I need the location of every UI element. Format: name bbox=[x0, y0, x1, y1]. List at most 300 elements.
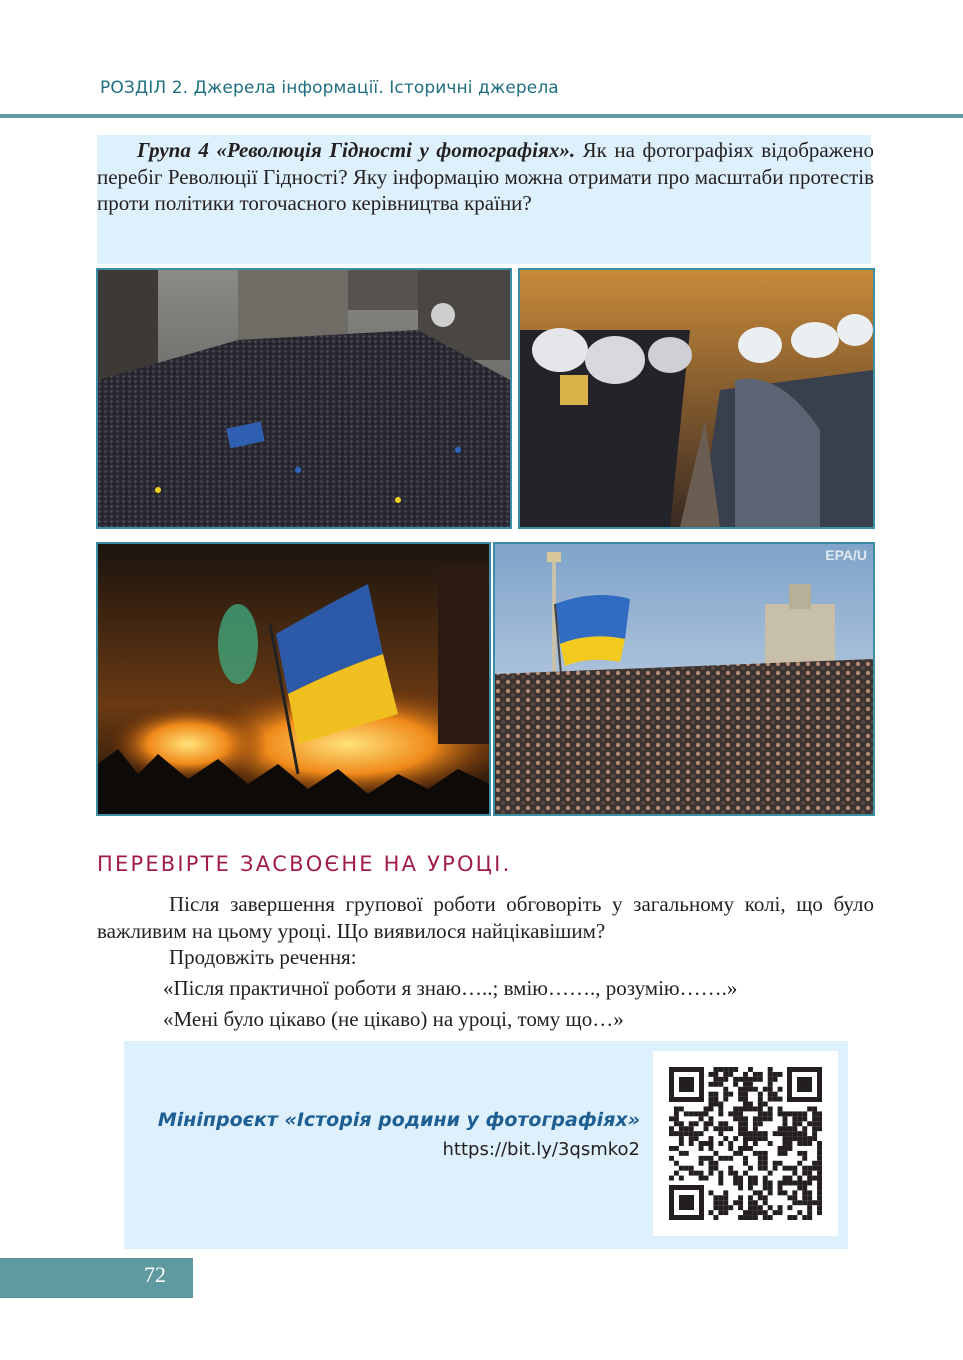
qr-module bbox=[783, 1126, 788, 1131]
qr-module bbox=[783, 1190, 788, 1195]
qr-module bbox=[669, 1116, 674, 1121]
qr-module bbox=[783, 1141, 788, 1146]
qr-module bbox=[713, 1151, 718, 1156]
qr-module bbox=[773, 1092, 778, 1097]
qr-module bbox=[768, 1082, 773, 1087]
qr-module bbox=[768, 1087, 773, 1092]
qr-module bbox=[743, 1215, 748, 1220]
qr-module bbox=[797, 1116, 802, 1121]
qr-module bbox=[728, 1072, 733, 1077]
qr-module bbox=[763, 1181, 768, 1186]
qr-module bbox=[758, 1195, 763, 1200]
qr-module bbox=[807, 1136, 812, 1141]
qr-module bbox=[792, 1200, 797, 1205]
qr-module bbox=[738, 1092, 743, 1097]
qr-module bbox=[743, 1082, 748, 1087]
qr-module bbox=[674, 1121, 679, 1126]
qr-module bbox=[807, 1176, 812, 1181]
qr-module bbox=[768, 1072, 773, 1077]
qr-module bbox=[763, 1195, 768, 1200]
qr-module bbox=[679, 1126, 684, 1131]
qr-module bbox=[743, 1161, 748, 1166]
qr-module bbox=[802, 1195, 807, 1200]
qr-module bbox=[723, 1067, 728, 1072]
qr-module bbox=[674, 1171, 679, 1176]
qr-module bbox=[807, 1205, 812, 1210]
qr-module bbox=[718, 1210, 723, 1215]
qr-module bbox=[728, 1171, 733, 1176]
qr-module bbox=[773, 1097, 778, 1102]
qr-module bbox=[723, 1210, 728, 1215]
qr-module bbox=[768, 1215, 773, 1220]
qr-module bbox=[748, 1082, 753, 1087]
qr-module bbox=[812, 1176, 817, 1181]
qr-module bbox=[797, 1121, 802, 1126]
review-paragraph-2: Продовжіть речення: bbox=[169, 945, 357, 969]
qr-module bbox=[792, 1215, 797, 1220]
qr-module bbox=[768, 1141, 773, 1146]
qr-module bbox=[738, 1146, 743, 1151]
qr-module bbox=[738, 1185, 743, 1190]
page-number: 72 bbox=[144, 1262, 166, 1287]
qr-module bbox=[753, 1205, 758, 1210]
qr-module bbox=[812, 1161, 817, 1166]
qr-module bbox=[743, 1087, 748, 1092]
qr-module bbox=[723, 1126, 728, 1131]
qr-module bbox=[669, 1131, 674, 1136]
qr-module bbox=[812, 1121, 817, 1126]
qr-module bbox=[758, 1161, 763, 1166]
qr-module bbox=[787, 1136, 792, 1141]
qr-module bbox=[748, 1146, 753, 1151]
qr-module bbox=[723, 1195, 728, 1200]
qr-module bbox=[743, 1097, 748, 1102]
qr-module bbox=[778, 1087, 783, 1092]
qr-module bbox=[723, 1136, 728, 1141]
qr-module bbox=[743, 1210, 748, 1215]
qr-module bbox=[763, 1166, 768, 1171]
qr-module bbox=[753, 1087, 758, 1092]
qr-module bbox=[778, 1181, 783, 1186]
qr-module bbox=[773, 1072, 778, 1077]
qr-module bbox=[802, 1126, 807, 1131]
qr-module bbox=[733, 1111, 738, 1116]
qr-module bbox=[748, 1136, 753, 1141]
qr-module bbox=[689, 1121, 694, 1126]
qr-module bbox=[753, 1121, 758, 1126]
qr-module bbox=[713, 1215, 718, 1220]
qr-module bbox=[792, 1195, 797, 1200]
qr-module bbox=[733, 1176, 738, 1181]
qr-module bbox=[679, 1151, 684, 1156]
qr-module bbox=[708, 1161, 713, 1166]
qr-module bbox=[748, 1215, 753, 1220]
photo-protesters-shields bbox=[518, 268, 875, 529]
qr-module bbox=[768, 1205, 773, 1210]
qr-module bbox=[748, 1102, 753, 1107]
qr-module bbox=[773, 1210, 778, 1215]
qr-module bbox=[718, 1131, 723, 1136]
qr-module bbox=[807, 1121, 812, 1126]
qr-module bbox=[718, 1077, 723, 1082]
qr-module bbox=[768, 1077, 773, 1082]
qr-module bbox=[743, 1171, 748, 1176]
qr-module bbox=[802, 1136, 807, 1141]
qr-module bbox=[753, 1190, 758, 1195]
qr-module bbox=[783, 1176, 788, 1181]
qr-module bbox=[743, 1106, 748, 1111]
qr-module bbox=[807, 1106, 812, 1111]
qr-module bbox=[817, 1156, 822, 1161]
qr-module bbox=[704, 1106, 709, 1111]
qr-module bbox=[787, 1131, 792, 1136]
qr-module bbox=[763, 1087, 768, 1092]
qr-module bbox=[792, 1126, 797, 1131]
qr-module bbox=[669, 1176, 674, 1181]
qr-module bbox=[802, 1151, 807, 1156]
qr-module bbox=[674, 1111, 679, 1116]
qr-module bbox=[817, 1141, 822, 1146]
qr-module bbox=[802, 1181, 807, 1186]
qr-module bbox=[812, 1111, 817, 1116]
qr-module bbox=[699, 1156, 704, 1161]
qr-module bbox=[807, 1190, 812, 1195]
qr-module bbox=[797, 1181, 802, 1186]
qr-module bbox=[738, 1176, 743, 1181]
qr-module bbox=[763, 1116, 768, 1121]
miniproject-link[interactable]: https://bit.ly/3qsmko2 bbox=[442, 1139, 640, 1160]
qr-module bbox=[708, 1072, 713, 1077]
qr-module bbox=[802, 1200, 807, 1205]
qr-module bbox=[783, 1166, 788, 1171]
qr-module bbox=[778, 1190, 783, 1195]
qr-module bbox=[787, 1215, 792, 1220]
qr-module bbox=[704, 1126, 709, 1131]
qr-module bbox=[817, 1185, 822, 1190]
qr-module bbox=[679, 1176, 684, 1181]
qr-module bbox=[669, 1156, 674, 1161]
qr-module bbox=[807, 1166, 812, 1171]
qr-module bbox=[773, 1077, 778, 1082]
qr-module bbox=[753, 1116, 758, 1121]
qr-module bbox=[753, 1176, 758, 1181]
qr-module bbox=[733, 1106, 738, 1111]
qr-module bbox=[743, 1092, 748, 1097]
qr-module bbox=[748, 1166, 753, 1171]
qr-module bbox=[778, 1126, 783, 1131]
qr-module bbox=[748, 1176, 753, 1181]
qr-module bbox=[812, 1131, 817, 1136]
photo-maidan-crowd bbox=[96, 268, 512, 529]
qr-module bbox=[679, 1121, 684, 1126]
qr-module bbox=[708, 1190, 713, 1195]
qr-module bbox=[713, 1077, 718, 1082]
qr-module bbox=[753, 1131, 758, 1136]
qr-module bbox=[679, 1136, 684, 1141]
qr-module bbox=[763, 1131, 768, 1136]
qr-module bbox=[743, 1072, 748, 1077]
qr-module bbox=[792, 1121, 797, 1126]
qr-module bbox=[768, 1067, 773, 1072]
qr-module bbox=[792, 1111, 797, 1116]
qr-module bbox=[679, 1166, 684, 1171]
qr-module bbox=[758, 1102, 763, 1107]
qr-module bbox=[797, 1176, 802, 1181]
qr-module bbox=[758, 1205, 763, 1210]
qr-module bbox=[753, 1077, 758, 1082]
qr-module bbox=[708, 1102, 713, 1107]
qr-module bbox=[684, 1111, 689, 1116]
qr-module bbox=[679, 1141, 684, 1146]
qr-module bbox=[817, 1181, 822, 1186]
qr-module bbox=[787, 1141, 792, 1146]
qr-module bbox=[713, 1067, 718, 1072]
qr-module bbox=[689, 1166, 694, 1171]
qr-module bbox=[728, 1111, 733, 1116]
qr-module bbox=[773, 1131, 778, 1136]
qr-module bbox=[738, 1205, 743, 1210]
qr-module bbox=[802, 1190, 807, 1195]
qr-module bbox=[763, 1200, 768, 1205]
qr-module bbox=[704, 1121, 709, 1126]
qr-module bbox=[723, 1097, 728, 1102]
qr-module bbox=[718, 1205, 723, 1210]
qr-module bbox=[718, 1102, 723, 1107]
qr-module bbox=[748, 1195, 753, 1200]
qr-module bbox=[812, 1116, 817, 1121]
qr-module bbox=[768, 1190, 773, 1195]
qr-module bbox=[708, 1156, 713, 1161]
qr-module bbox=[802, 1116, 807, 1121]
qr-module bbox=[718, 1121, 723, 1126]
qr-module bbox=[748, 1181, 753, 1186]
qr-module bbox=[792, 1116, 797, 1121]
qr-module bbox=[738, 1126, 743, 1131]
qr-module bbox=[763, 1156, 768, 1161]
qr-module bbox=[768, 1097, 773, 1102]
qr-module bbox=[728, 1205, 733, 1210]
qr-module bbox=[723, 1092, 728, 1097]
qr-module bbox=[718, 1176, 723, 1181]
qr-module bbox=[674, 1146, 679, 1151]
qr-module bbox=[733, 1181, 738, 1186]
qr-module bbox=[743, 1121, 748, 1126]
qr-module bbox=[718, 1067, 723, 1072]
qr-module bbox=[704, 1176, 709, 1181]
qr-module bbox=[753, 1136, 758, 1141]
qr-module bbox=[758, 1156, 763, 1161]
qr-module bbox=[718, 1141, 723, 1146]
qr-module bbox=[758, 1106, 763, 1111]
qr-module bbox=[738, 1097, 743, 1102]
qr-module bbox=[758, 1131, 763, 1136]
qr-module bbox=[783, 1181, 788, 1186]
qr-module bbox=[694, 1171, 699, 1176]
qr-module bbox=[797, 1161, 802, 1166]
qr-module bbox=[787, 1181, 792, 1186]
qr-module bbox=[669, 1146, 674, 1151]
review-sentence-2: «Мені було цікаво (не цікаво) на уроці, тому що…» bbox=[163, 1007, 624, 1031]
qr-module bbox=[748, 1200, 753, 1205]
qr-module bbox=[728, 1156, 733, 1161]
qr-module bbox=[708, 1097, 713, 1102]
qr-module bbox=[783, 1121, 788, 1126]
qr-module bbox=[753, 1215, 758, 1220]
qr-module bbox=[802, 1215, 807, 1220]
qr-module bbox=[778, 1072, 783, 1077]
qr-module bbox=[733, 1136, 738, 1141]
qr-module bbox=[674, 1116, 679, 1121]
qr-module bbox=[743, 1126, 748, 1131]
qr-module bbox=[718, 1181, 723, 1186]
qr-module bbox=[699, 1141, 704, 1146]
qr-module bbox=[748, 1106, 753, 1111]
qr-module bbox=[718, 1156, 723, 1161]
qr-module bbox=[797, 1141, 802, 1146]
qr-module bbox=[708, 1092, 713, 1097]
qr-module bbox=[669, 1126, 674, 1131]
qr-module bbox=[689, 1171, 694, 1176]
qr-module bbox=[733, 1082, 738, 1087]
qr-module bbox=[743, 1146, 748, 1151]
qr-module bbox=[758, 1151, 763, 1156]
qr-module bbox=[679, 1131, 684, 1136]
qr-module bbox=[738, 1121, 743, 1126]
qr-module bbox=[792, 1131, 797, 1136]
qr-module bbox=[708, 1121, 713, 1126]
qr-module bbox=[728, 1092, 733, 1097]
qr-module bbox=[778, 1161, 783, 1166]
qr-code[interactable] bbox=[653, 1051, 838, 1236]
qr-module bbox=[713, 1200, 718, 1205]
qr-module bbox=[738, 1111, 743, 1116]
photo-maidan-flags bbox=[493, 542, 875, 816]
qr-module bbox=[763, 1161, 768, 1166]
qr-module bbox=[723, 1121, 728, 1126]
qr-module bbox=[723, 1205, 728, 1210]
qr-module bbox=[768, 1181, 773, 1186]
qr-module bbox=[728, 1126, 733, 1131]
qr-module bbox=[738, 1087, 743, 1092]
qr-module bbox=[802, 1131, 807, 1136]
qr-module bbox=[817, 1146, 822, 1151]
qr-module bbox=[689, 1136, 694, 1141]
qr-module bbox=[748, 1131, 753, 1136]
qr-module bbox=[684, 1151, 689, 1156]
qr-module bbox=[684, 1131, 689, 1136]
qr-module bbox=[812, 1200, 817, 1205]
qr-module bbox=[704, 1141, 709, 1146]
qr-module bbox=[758, 1166, 763, 1171]
qr-module bbox=[674, 1106, 679, 1111]
qr-module bbox=[797, 1136, 802, 1141]
qr-module bbox=[797, 1151, 802, 1156]
qr-module bbox=[758, 1190, 763, 1195]
qr-module bbox=[684, 1166, 689, 1171]
qr-module bbox=[713, 1205, 718, 1210]
qr-module bbox=[704, 1156, 709, 1161]
qr-module bbox=[807, 1181, 812, 1186]
qr-module bbox=[797, 1185, 802, 1190]
qr-module bbox=[812, 1166, 817, 1171]
qr-module bbox=[783, 1131, 788, 1136]
qr-module bbox=[778, 1205, 783, 1210]
review-sentence-1: «Після практичної роботи я знаю…..; вмію……., розумію…….» bbox=[163, 976, 738, 1000]
qr-module bbox=[768, 1171, 773, 1176]
qr-module bbox=[778, 1210, 783, 1215]
qr-module bbox=[812, 1106, 817, 1111]
qr-module bbox=[763, 1210, 768, 1215]
qr-module bbox=[689, 1126, 694, 1131]
qr-module bbox=[733, 1200, 738, 1205]
qr-module bbox=[787, 1146, 792, 1151]
qr-module bbox=[679, 1106, 684, 1111]
qr-module bbox=[708, 1116, 713, 1121]
header-divider bbox=[0, 114, 963, 118]
qr-module bbox=[708, 1171, 713, 1176]
qr-module bbox=[802, 1141, 807, 1146]
qr-module bbox=[817, 1210, 822, 1215]
qr-module bbox=[787, 1176, 792, 1181]
qr-module bbox=[708, 1082, 713, 1087]
qr-module bbox=[758, 1136, 763, 1141]
qr-module bbox=[753, 1210, 758, 1215]
qr-module bbox=[807, 1200, 812, 1205]
qr-module bbox=[699, 1176, 704, 1181]
qr-module bbox=[708, 1146, 713, 1151]
qr-module bbox=[787, 1195, 792, 1200]
qr-module bbox=[758, 1092, 763, 1097]
qr-module bbox=[713, 1082, 718, 1087]
qr-module bbox=[763, 1151, 768, 1156]
qr-module bbox=[718, 1082, 723, 1087]
qr-module bbox=[713, 1126, 718, 1131]
qr-module bbox=[758, 1210, 763, 1215]
qr-module bbox=[778, 1106, 783, 1111]
qr-module bbox=[807, 1195, 812, 1200]
qr-module bbox=[802, 1111, 807, 1116]
qr-module bbox=[783, 1151, 788, 1156]
qr-module bbox=[753, 1151, 758, 1156]
qr-module bbox=[738, 1215, 743, 1220]
qr-module bbox=[758, 1116, 763, 1121]
qr-module bbox=[783, 1146, 788, 1151]
qr-module bbox=[768, 1106, 773, 1111]
qr-module bbox=[743, 1136, 748, 1141]
qr-module bbox=[748, 1067, 753, 1072]
qr-module bbox=[723, 1077, 728, 1082]
review-section-title: ПЕРЕВІРТЕ ЗАСВОЄНЕ НА УРОЦІ. bbox=[97, 852, 512, 876]
qr-module bbox=[797, 1210, 802, 1215]
qr-module bbox=[817, 1111, 822, 1116]
qr-module bbox=[753, 1200, 758, 1205]
qr-module bbox=[748, 1210, 753, 1215]
qr-module bbox=[783, 1116, 788, 1121]
qr-module bbox=[733, 1116, 738, 1121]
qr-module bbox=[738, 1106, 743, 1111]
qr-module bbox=[684, 1126, 689, 1131]
qr-module bbox=[728, 1141, 733, 1146]
qr-module bbox=[758, 1121, 763, 1126]
qr-module bbox=[787, 1166, 792, 1171]
qr-module bbox=[748, 1205, 753, 1210]
task-paragraph bbox=[97, 137, 874, 217]
qr-module bbox=[694, 1111, 699, 1116]
qr-module bbox=[743, 1077, 748, 1082]
qr-module bbox=[807, 1171, 812, 1176]
qr-module bbox=[753, 1072, 758, 1077]
qr-module bbox=[674, 1131, 679, 1136]
